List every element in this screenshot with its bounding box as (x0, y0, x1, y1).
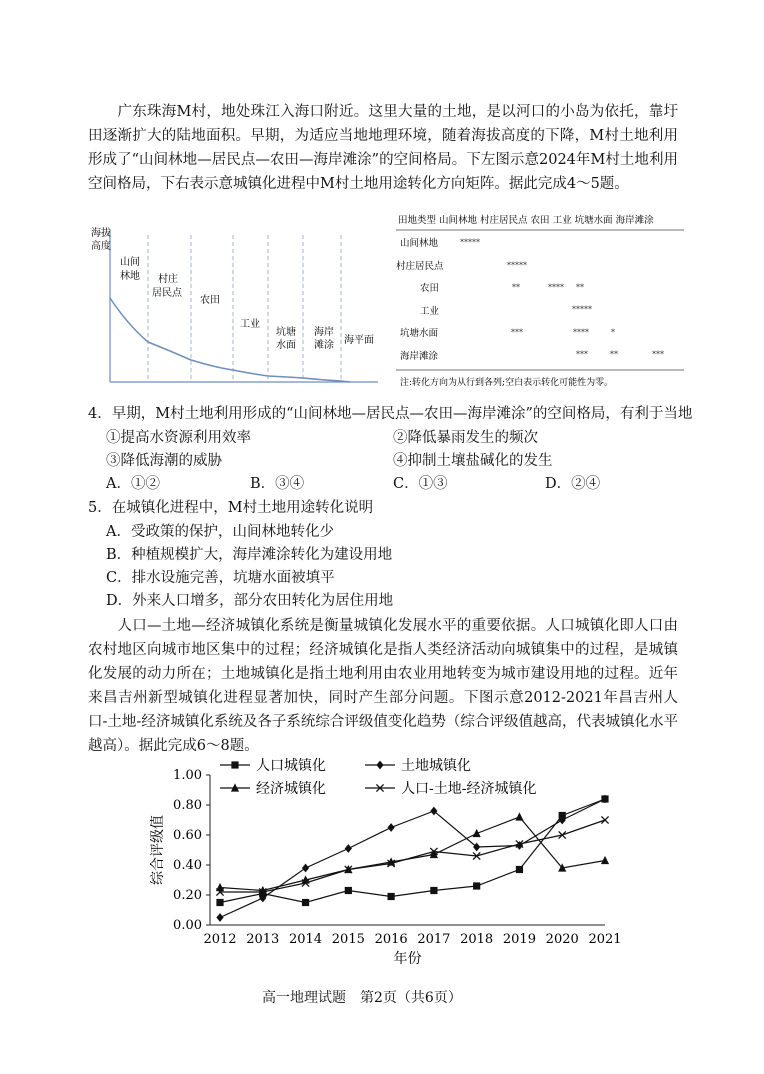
legend-marker (376, 761, 383, 770)
x-tick-label: 2015 (331, 932, 365, 947)
y-tick-label: 0.20 (173, 888, 202, 903)
legend-label: 经济城镇化 (256, 781, 326, 797)
matrix-cell: ** (512, 283, 520, 292)
data-point-series-0 (473, 882, 480, 889)
intro-paragraph-4-5: 广东珠海M村，地处珠江入海口附近。这里大量的土地，是以河口的小岛为依托，靠圩田逐渐扩大的陆地面积。早期，为适应当地地理环境，随着海拔高度的下降，M村土地利用形成了“山间林地—居民点—农田—海岸滩涂”的空间格局。下左图示意2024年M村土地利用空间格局，下右表示意城镇化进程中M村土地用途转化方向矩阵。据此完成4～5题。 (88, 104, 678, 192)
zone-label: 居民点 (152, 288, 182, 299)
matrix-cell: ***** (460, 238, 480, 247)
data-point-series-2 (601, 856, 609, 864)
q5-option-b: B．种植规模扩大，海岸滩涂转化为建设用地 (106, 547, 393, 563)
data-point-series-0 (388, 893, 395, 900)
ylabel-line2: 高度 (91, 241, 111, 252)
matrix-row-label: 农田 (420, 283, 440, 294)
data-point-series-0 (516, 866, 523, 873)
series-line-3 (220, 820, 605, 892)
legend-label: 土地城镇化 (401, 758, 471, 774)
zone-label: 滩涂 (314, 340, 334, 351)
matrix-cell: **** (573, 328, 589, 337)
matrix-row-label: 海岸滩涂 (400, 351, 439, 362)
zone-label: 林地 (120, 271, 140, 282)
q5-option-d: D．外来人口增多，部分农田转化为居住用地 (106, 593, 394, 609)
data-point-series-0 (345, 887, 352, 894)
data-point-series-1 (302, 864, 309, 873)
x-tick-label: 2019 (502, 932, 536, 947)
matrix-cell: ** (610, 350, 618, 359)
zone-label: 海岸 (314, 327, 334, 338)
y-tick-label: 0.00 (173, 918, 202, 933)
q4-option-a: A．①② (106, 476, 160, 492)
zone-label: 山间 (120, 257, 140, 268)
matrix-cell: *** (652, 350, 664, 359)
urbanization-line-chart (140, 755, 630, 973)
data-point-series-1 (216, 913, 223, 922)
data-point-series-1 (345, 844, 352, 853)
q4-option-c: C．①③ (393, 476, 448, 492)
question-5-stem: 5．在城镇化进程中，M村土地用途转化说明 (88, 500, 374, 516)
zone-label: 海平面 (344, 335, 374, 346)
zone-label: 村庄 (158, 274, 178, 285)
intro-paragraph-6-8: 人口—土地—经济城镇化系统是衡量城镇化发展水平的重要依据。人口城镇化即人口由农村地区向城市地区集中的过程；经济城镇化是指人类经济活动向城镇集中的过程，是城镇化发展的动力所在；土地城镇化是指土地利用由农业用地转变为城市建设用地的过程。近年来昌吉州新型城镇化进程显著加快，同时产生部分问题。下图示意2012-2021年昌吉州人口-土地-经济城镇化系统及各子系统综合评级值变化趋势（综合评级值越高，代表城镇化水平越高）。据此完成6～8题。 (88, 618, 678, 754)
q4-statement: ②降低暴雨发生的频次 (393, 430, 538, 446)
x-tick-label: 2012 (203, 932, 237, 947)
zone-label: 坑塘 (276, 327, 296, 338)
x-tick-label: 2017 (417, 932, 451, 947)
matrix-row-label: 工业 (420, 306, 440, 317)
matrix-row-label: 山间林地 (400, 238, 439, 249)
matrix-cell: ** (576, 283, 584, 292)
y-axis-label: 综合评级值 (150, 815, 166, 885)
matrix-cell: *** (576, 350, 588, 359)
x-axis-label: 年份 (393, 951, 422, 967)
legend-label: 人口城镇化 (256, 758, 326, 774)
y-tick-label: 0.40 (173, 858, 202, 873)
matrix-cell: *** (511, 328, 523, 337)
matrix-cell: * (611, 328, 615, 337)
ylabel-line1: 海拔 (91, 228, 111, 239)
q4-statement: ①提高水资源利用效率 (106, 430, 251, 446)
x-tick-label: 2014 (289, 932, 323, 947)
q5-option-a: A．受政策的保护，山间林地转化少 (106, 524, 334, 540)
x-tick-label: 2020 (545, 932, 579, 947)
legend-label: 人口-土地-经济城镇化 (401, 781, 537, 797)
page-footer: 高一地理试题 第2页（共6页） (262, 990, 462, 1006)
y-tick-label: 0.60 (173, 828, 202, 843)
data-point-series-0 (430, 887, 437, 894)
data-point-series-3 (601, 816, 608, 823)
legend-marker (231, 761, 238, 768)
zone-label: 水面 (276, 340, 296, 351)
q4-option-b: B．③④ (250, 476, 305, 492)
matrix-row-label: 村庄居民点 (396, 261, 444, 272)
q5-option-c: C．排水设施完善，坑塘水面被填平 (106, 570, 335, 586)
x-tick-label: 2013 (246, 932, 280, 947)
q4-statement: ④抑制土壤盐碱化的发生 (393, 453, 553, 469)
q4-option-d: D．②④ (545, 476, 601, 492)
x-tick-label: 2016 (374, 932, 408, 947)
zone-label: 农田 (200, 295, 220, 306)
series-line-2 (220, 817, 605, 891)
transformation-matrix-figure (394, 208, 686, 394)
question-4-stem: 4．早期，M村土地利用形成的“山间林地—居民点—农田—海岸滩涂”的空间格局，有利于当地 (88, 406, 693, 422)
data-point-series-1 (430, 807, 437, 816)
matrix-cell: ***** (507, 261, 527, 270)
y-tick-label: 0.80 (173, 798, 202, 813)
land-use-profile-figure (88, 210, 388, 390)
data-point-series-0 (302, 899, 309, 906)
y-tick-label: 1.00 (173, 768, 202, 783)
data-point-series-1 (388, 823, 395, 832)
data-point-series-1 (516, 841, 523, 850)
x-tick-label: 2018 (460, 932, 494, 947)
matrix-cell: **** (548, 283, 564, 292)
matrix-header: 田地类型 山间林地 村庄居民点 农田 工业 坑塘水面 海岸滩涂 (398, 215, 654, 226)
q4-statement: ③降低海潮的威胁 (106, 453, 222, 469)
matrix-row-label: 坑塘水面 (400, 328, 439, 339)
matrix-cell: ***** (572, 305, 592, 314)
zone-label: 工业 (240, 319, 260, 330)
x-tick-label: 2021 (588, 932, 622, 947)
data-point-series-1 (473, 843, 480, 852)
data-point-series-0 (216, 899, 223, 906)
matrix-note: 注:转化方向为从行到各列;空白表示转化可能性为零。 (400, 378, 614, 388)
data-point-series-2 (515, 812, 523, 820)
